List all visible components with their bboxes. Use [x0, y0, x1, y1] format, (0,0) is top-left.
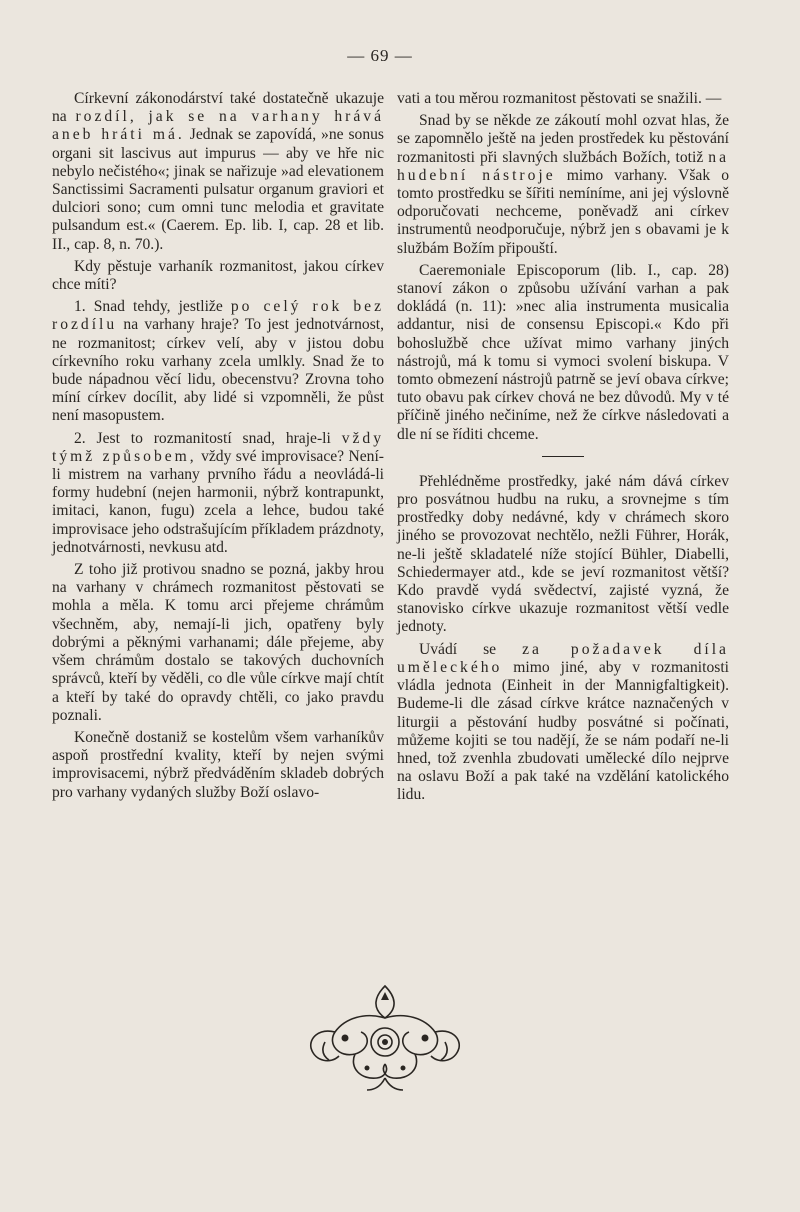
floral-ornament-icon: [305, 982, 465, 1094]
paragraph-text: Snad by se někde ze zákoutí mohl ozvat hlas, že se zapomnělo ještě na jeden prostředek ku pěstování rozmanitosti při slavných službách Božích, totiž: [397, 112, 729, 166]
paragraph: [52, 561, 384, 725]
paragraph: [397, 641, 729, 805]
right-column: [397, 90, 729, 805]
spaced-emphasis: po celý rok bez rozdílu: [52, 298, 385, 334]
paragraph-text: vati a tou měrou rozmanitost pěstovati se snažili. —: [397, 90, 722, 107]
paragraph-text: Přehlédněme prostředky, jaké nám dává církev pro posvátnou hudbu na ruku, a srovnejme s tím prostředky doby nedávné, kdy v chrámech skoro jiného se provozovat nechtělo, nežli Führer, Horák, ne-li ještě skladatelé níže stojící Bühler, Diabelli, Schiedermayer atd., kde se jeví rozmanitost větší? Kdo pravdě vydá svědectví, zajisté vyzná, že stanovisko církve ukazuje rozmanitost větší vedle jednoty.: [397, 472, 729, 636]
spaced-emphasis: rozdíl, jak se na varhany hrává aneb hráti má.: [52, 108, 384, 144]
paragraph: [52, 729, 384, 802]
paragraph: [52, 430, 384, 557]
paragraph-text: Z toho již protivou snadno se pozná, jakby hrou na varhany v chrámech rozmanitost pěstovati se mohla a měla. K tomu arci přejeme chrámům všechněm, aby, nemají-li jich, opatřeny byly dobrými a pěknými varhanami; dále přejeme, aby všem chrámům dostalo se takových duchovních správců, kteří by věděli, co dle vůle církve mají chtít a kteří by také do opravdy chtěli, co jako pravdu poznali.: [52, 561, 384, 724]
spaced-emphasis: za požadavek díla uměleckého: [397, 640, 729, 676]
paragraph-text: Uvádí se: [419, 640, 523, 658]
spaced-emphasis: vždy týmž způsobem,: [52, 429, 384, 465]
paragraph: [397, 90, 729, 108]
left-column: [52, 90, 384, 802]
paragraph: [397, 473, 729, 637]
paragraph-text: mimo jiné, aby v rozmanitosti vládla jednota (Einheit in der Mannigfaltigkeit). Budeme-li dle zásad církve krátce naznačených v liturgii a pěstování hudby posvátné si počínati, můžeme kojiti se tou nadějí, že se nám podaří ne-li hned, tož zvenhla zbudovati umělecké dílo nejprve na oslavu Boží a pak také na vzdělání katolického lidu.: [397, 658, 729, 804]
paragraph-text: Církevní zákonodárství také dostatečně ukazuje na: [52, 90, 384, 126]
page-number: — 69 —: [347, 46, 413, 65]
paragraph: [397, 112, 729, 258]
paragraph-text: na varhany hraje? To jest jednotvárnost, ne rozmanitost; církev velí, aby v jistou dobu církevního roku varhany zcela umlkly. Snad že to bude nápadnou věcí lidu, obecenstvu? Zrovna toho míní církev docílit, aby lidé si vzpomněli, že půst není masopustem.: [52, 316, 384, 425]
paragraph-text: Caeremoniale Episcoporum (lib. I., cap. 28) stanoví zákon o způsobu užívání varhan a pak dokládá (n. 11): »nec alia instrumenta musicalia addantur, nisi de consensu Episcopi.« Kdo při bohoslužbě chce užívat mimo varhany jiných nástrojů, má k tomu si vymoci svolení biskupa. V tomto obmezení nástrojů patrně se jeví obava církve; tuto obavu pak církev chová ne bez důvodů. My v té příčině jiného nečiníme, než že církve následovati a dle ní se říditi chceme.: [397, 261, 729, 443]
paragraph-text: Jednak se zapovídá, »ne sonus organi sit lascivus aut impurus — aby ve hře nic nebylo nečistého«; jinak se nařizuje »ad elevationem Sanctissimi Sacramenti pulsatur organum graviori et dulciori sono; cum omni tunc melodia et gravitate pulsandum est.« (Caerem. Ep. lib. I, cap. 28 et lib. II., cap. 8, n. 70.).: [52, 126, 384, 253]
paragraph-text: vždy své improvisace? Není-li mistrem na varhany prvního řádu a neovládá-li formy hudební (nejen harmonii, nýbrž kontrapunkt, imitaci, kanon, fugu) zcela a lehce, budou také improvisace jeho odstrašujícím příkladem prázdnoty, jednotvárnosti, nevkusu atd.: [52, 447, 384, 556]
section-divider: [542, 456, 584, 457]
paragraph: [52, 258, 384, 294]
spaced-emphasis: na hudební nástroje: [397, 148, 729, 184]
paragraph-text: Konečně dostaniž se kostelům všem varhaníkův aspoň prostřední kvality, kteří by nejen svými improvisacemi, nýbrž předváděním skladeb dobrých pro varhany vydaných služby Boží oslavo-: [52, 728, 384, 801]
paragraph-text: 2. Jest to rozmanitostí snad, hraje-li: [74, 429, 342, 447]
paragraph: [52, 298, 384, 425]
paragraph: [397, 262, 729, 444]
paragraph-text: 1. Snad tehdy, jestliže: [74, 298, 231, 316]
paragraph-text: mimo varhany. Však o tomto prostředku se šířiti nemíníme, ani jej výslovně odporučovati nechceme, poněvadž ani církev instrumentů neodporučuje, nýbrž jen s obavami je k službám Božím připouští.: [397, 166, 729, 257]
paragraph: [52, 90, 384, 254]
paragraph-text: Kdy pěstuje varhaník rozmanitost, jakou církev chce míti?: [52, 257, 384, 294]
